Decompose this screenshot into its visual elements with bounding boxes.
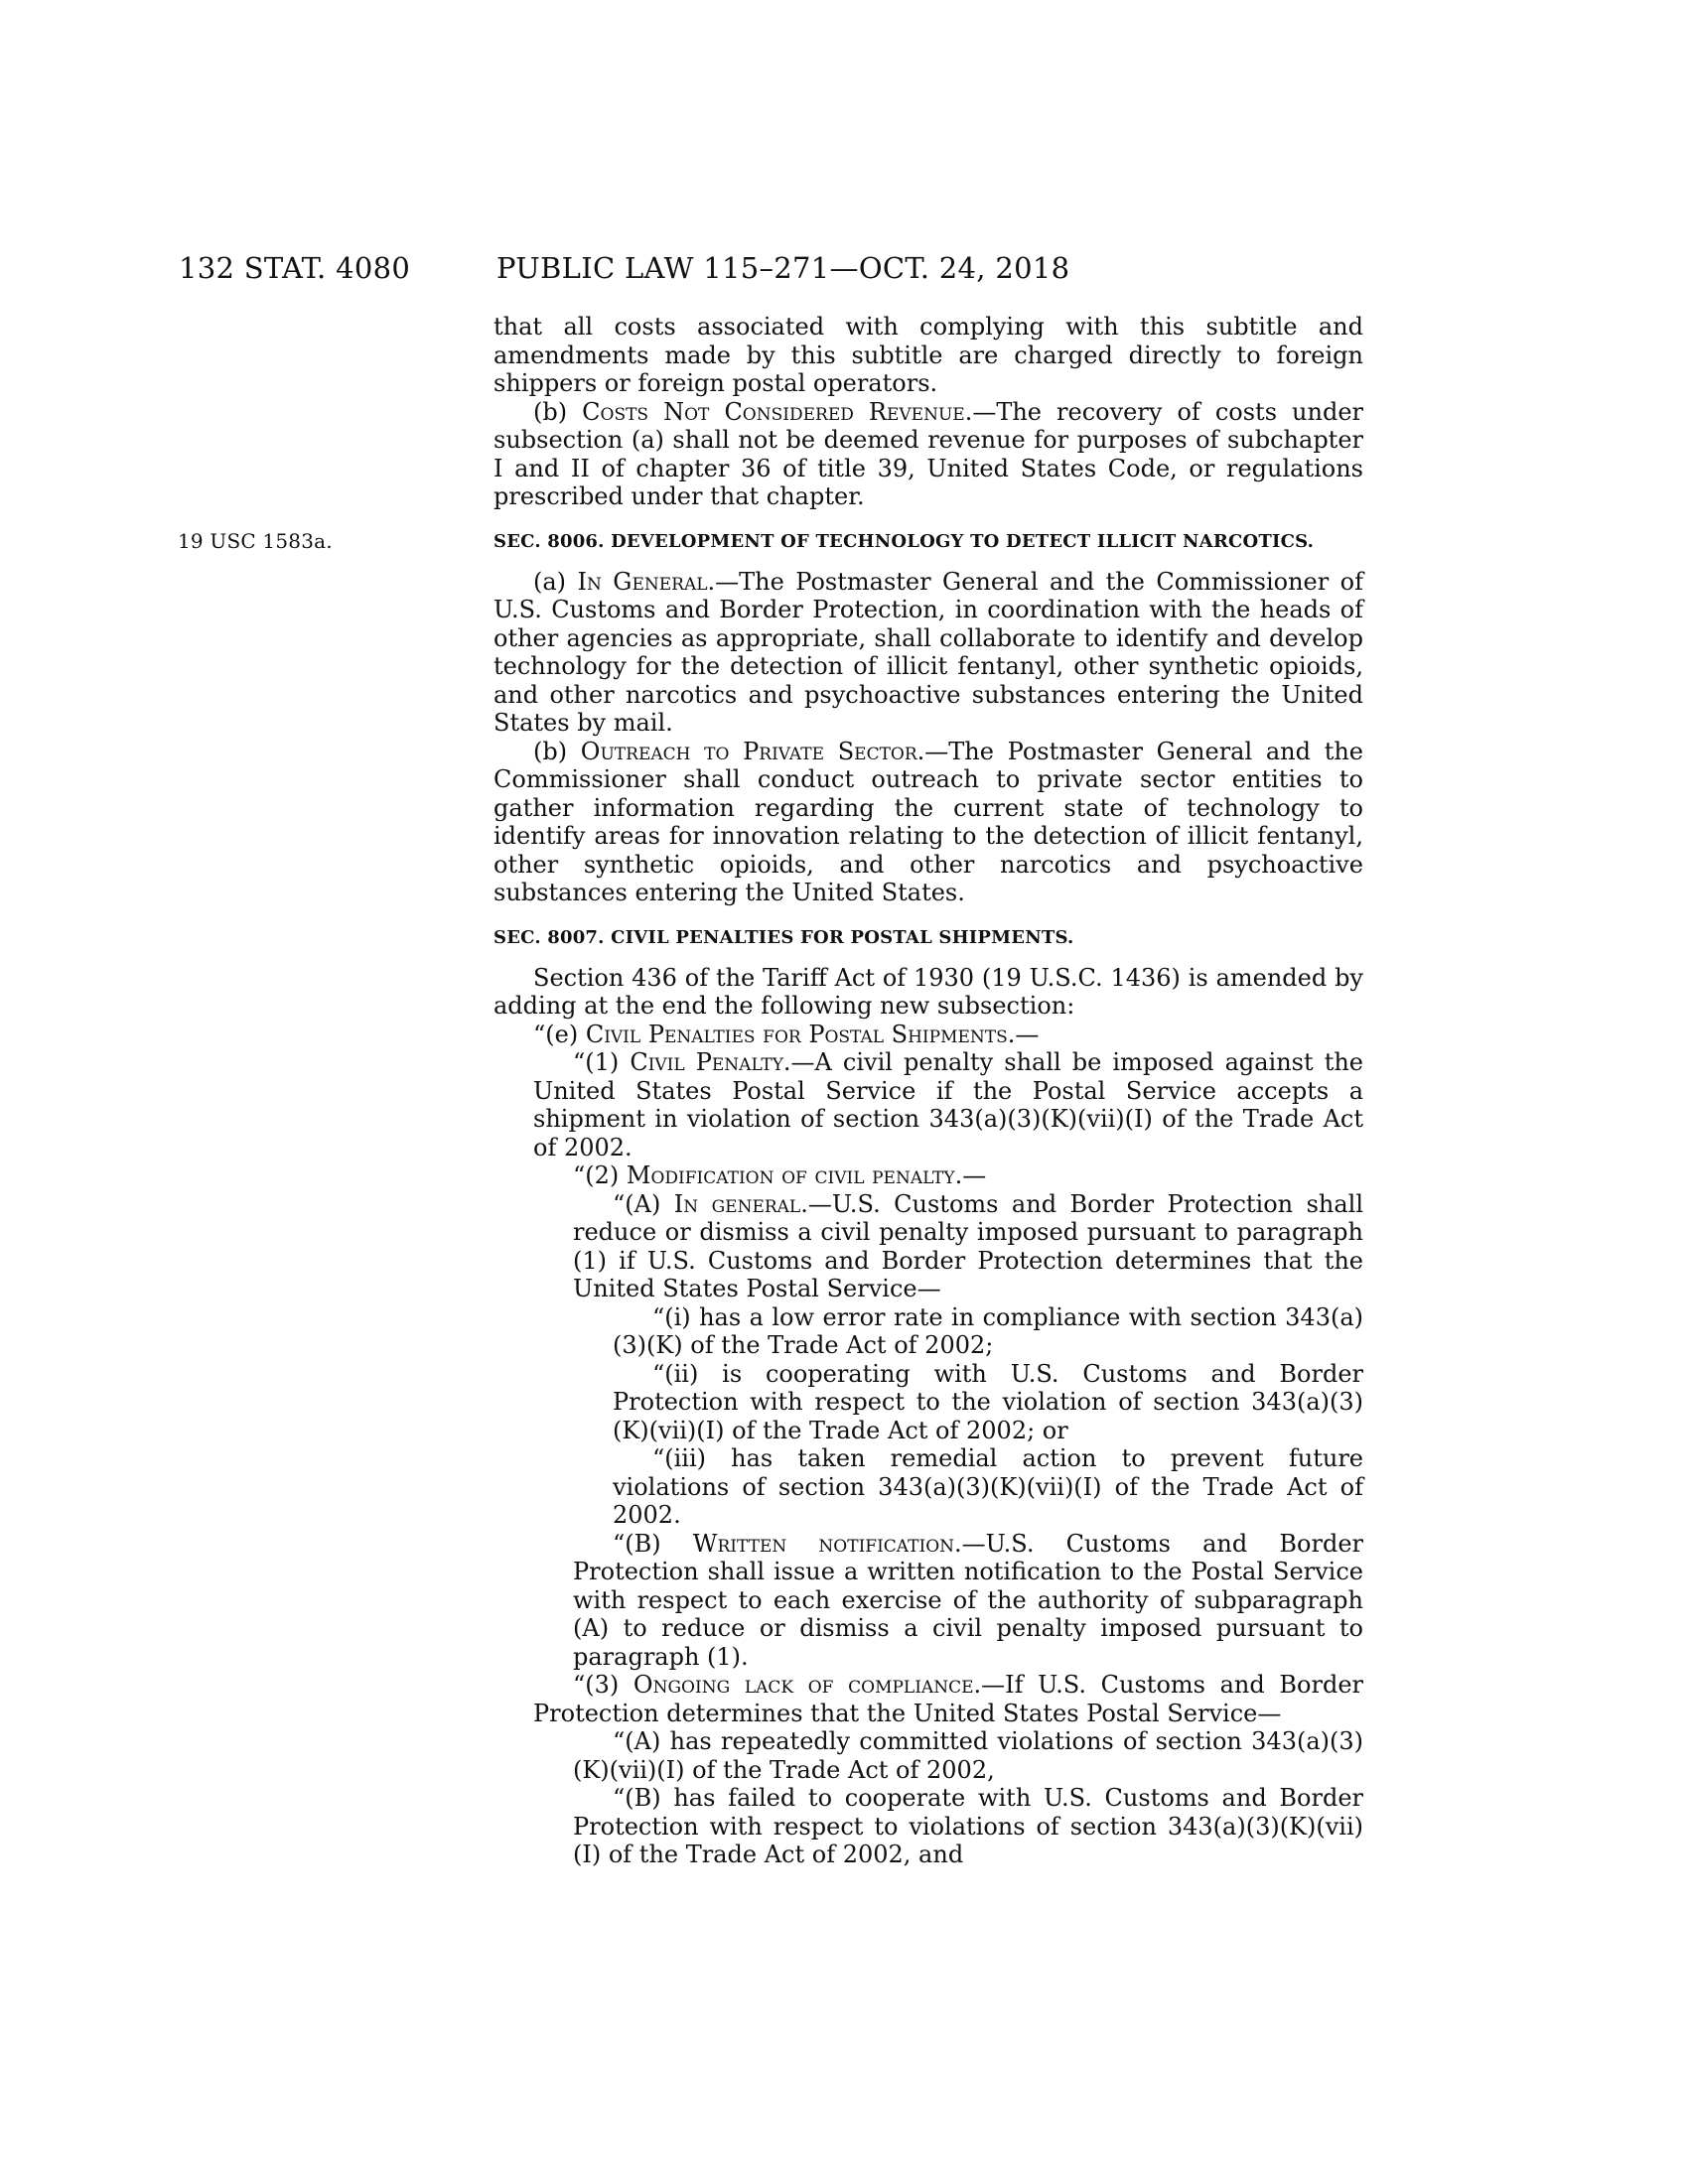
sec8005-subsection-b: (b) Costs Not Considered Revenue.—The recovery of costs under subsection (a) shall not be deemed revenue for purposes of subchapter I and II of chapter 36 of title 39, United States Code, or regulations prescribed under that chapter. <box>493 397 1364 510</box>
section-8007-heading: SEC. 8007. CIVIL PENALTIES FOR POSTAL SHIPMENTS. <box>493 926 1074 948</box>
subparagraph-2B: “(B) Written notification.—U.S. Customs and Border Protection shall issue a written notification to the Postal Service with respect to each exercise of the authority of subparagraph (A) to reduce or dismiss a civil penalty imposed pursuant to paragraph (1). <box>573 1529 1364 1671</box>
statute-page-number: 132 STAT. 4080 <box>179 251 411 285</box>
paragraph-1: “(1) Civil Penalty.—A civil penalty shall be imposed against the United States Postal Service if the Postal Service accepts a shipment in violation of section 343(a)(3)(K)(vii)(I) of the Trade Act of 2002. <box>533 1048 1363 1161</box>
paragraph-heading: Modification of civil penalty <box>626 1161 955 1189</box>
paragraph-2: “(2) Modification of civil penalty.— <box>573 1161 987 1189</box>
clause-iii: “(iii) has taken remedial action to prevent future violations of section 343(a)(3)(K)(vii)(I) of the Trade Act of 2002. <box>613 1444 1363 1529</box>
sec8007-intro: Section 436 of the Tariff Act of 1930 (19 U.S.C. 1436) is amended by adding at the end the following new subsection: <box>493 963 1363 1020</box>
clause-ii: “(ii) is cooperating with U.S. Customs and Border Protection with respect to the violation of section 343(a)(3)(K)(vii)(I) of the Trade Act of 2002; or <box>613 1359 1363 1444</box>
subparagraph-2A: “(A) In general.—U.S. Customs and Border Protection shall reduce or dismiss a civil penalty imposed pursuant to paragraph (1) if U.S. Customs and Border Protection determines that the United States Postal Service— <box>573 1189 1363 1302</box>
subparagraph-heading: Written notification <box>692 1529 955 1558</box>
section-8006-heading: 19 USC 1583a. SEC. 8006. DEVELOPMENT OF TECHNOLOGY TO DETECT ILLICIT NARCOTICS. <box>178 528 1315 553</box>
sec8006-subsection-a: (a) In General.—The Postmaster General and the Commissioner of U.S. Customs and Border Protection, in coordination with the heads of other agencies as appropriate, shall collaborate to identify and develop technology for the detection of illicit fentanyl, other synthetic opioids, and other narcotics and psychoactive substances entering the United States by mail. <box>493 567 1364 737</box>
clause-i: “(i) has a low error rate in compliance with section 343(a)(3)(K) of the Trade Act of 2002; <box>613 1302 1363 1359</box>
usc-margin-note: 19 USC 1583a. <box>178 528 333 553</box>
subsection-heading: Outreach to Private Sector <box>580 737 917 765</box>
paragraph-heading: Civil Penalty <box>630 1048 783 1076</box>
paragraph-heading: Ongoing lack of compliance <box>633 1671 974 1699</box>
subsection-e: “(e) Civil Penalties for Postal Shipments.— <box>533 1020 1040 1048</box>
paragraph-3: “(3) Ongoing lack of compliance.—If U.S. Customs and Border Protection determines that the United States Postal Service— <box>533 1671 1363 1727</box>
document-body <box>178 313 1364 1869</box>
subparagraph-3B: “(B) has failed to cooperate with U.S. Customs and Border Protection with respect to violations of section 343(a)(3)(K)(vii)(I) of the Trade Act of 2002, and <box>573 1784 1363 1868</box>
subsection-heading: Civil Penalties for Postal Shipments <box>585 1020 1008 1048</box>
continuation-paragraph: that all costs associated with complying with this subtitle and amendments made by this subtitle are charged directly to foreign shippers or foreign postal operators. <box>493 313 1363 397</box>
subparagraph-heading: In general <box>673 1189 801 1218</box>
sec8006-subsection-b: (b) Outreach to Private Sector.—The Postmaster General and the Commissioner shall conduct outreach to private sector entities to gather information regarding the current state of technology to identify areas for innovation relating to the detection of illicit fentanyl, other synthetic opioids, and other narcotics and psychoactive substances entering the United States. <box>493 737 1364 906</box>
page-header <box>179 248 1231 288</box>
subparagraph-3A: “(A) has repeatedly committed violations of section 343(a)(3)(K)(vii)(I) of the Trade Act of 2002, <box>573 1727 1363 1784</box>
subsection-heading: In General <box>577 567 708 596</box>
subsection-heading: Costs Not Considered Revenue <box>582 397 965 426</box>
public-law-title: PUBLIC LAW 115–271—OCT. 24, 2018 <box>496 251 1070 285</box>
